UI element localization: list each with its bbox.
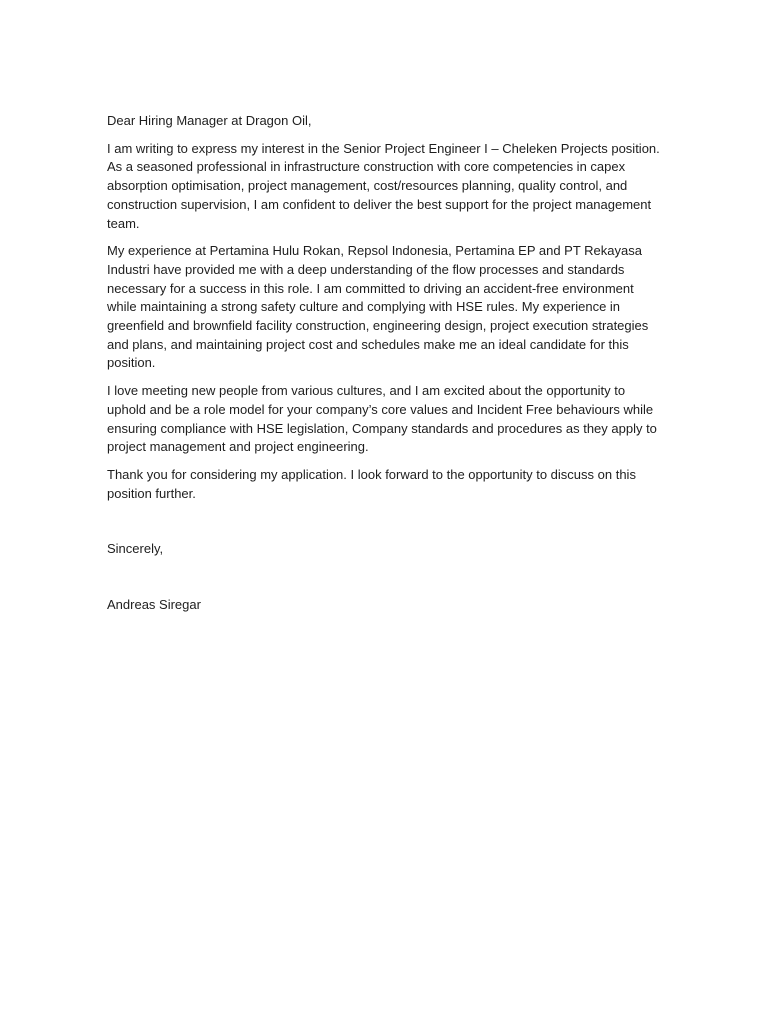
paragraph-experience: My experience at Pertamina Hulu Rokan, Repsol Indonesia, Pertamina EP and PT Rekayasa Industri have provided me with a deep understanding of the flow processes and standards necessary for a success in this role. I am committed to driving an accident-free environment while maintaining a strong safety culture and complying with HSE rules. My experience in greenfield and brownfield facility construction, engineering design, project execution strategies and plans, and maintaining project cost and schedules make me an ideal candidate for this position. <box>107 243 649 371</box>
paragraph-interest: I am writing to express my interest in the Senior Project Engineer I – Cheleken Projects position. As a seasoned professional in infrastructure construction with core competencies in capex absorption optimisation, project management, cost/resources planning, quality control, and construction supervision, I am confident to deliver the best support for the project management team. <box>107 140 660 231</box>
signature-name: Andreas Siregar <box>107 597 201 613</box>
paragraph-thanks: Thank you for considering my application. I look forward to the opportunity to discuss on this position further. <box>107 466 636 501</box>
salutation: Dear Hiring Manager at Dragon Oil, <box>107 113 312 128</box>
closing: Sincerely, <box>107 541 164 557</box>
paragraph-values: I love meeting new people from various cultures, and I am excited about the opportunity to uphold and be a role model for your company’s core values and Incident Free behaviours while ensuring compliance with HSE legislation, Company standards and procedures as they apply to project management and project engineering. <box>107 383 657 455</box>
cover-letter <box>107 112 665 615</box>
